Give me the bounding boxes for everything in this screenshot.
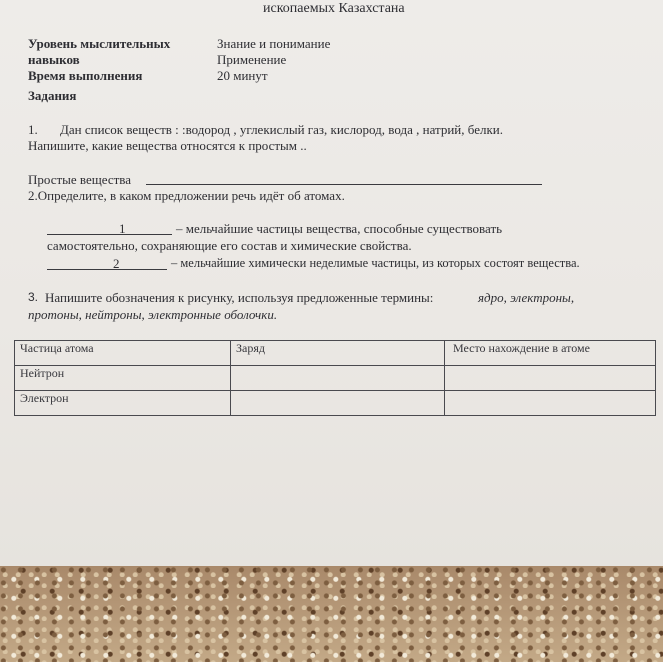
level-label-1: Уровень мыслительных bbox=[28, 36, 171, 51]
blank2-line[interactable] bbox=[47, 269, 167, 270]
blank2-number: 2 bbox=[113, 256, 120, 271]
task1-line2: Напишите, какие вещества относятся к простым .. bbox=[28, 138, 307, 153]
simple-substances-label: Простые вещества bbox=[28, 172, 132, 187]
table-cell-location[interactable] bbox=[445, 366, 656, 391]
particle-table bbox=[14, 340, 656, 416]
task1-number: 1. bbox=[28, 122, 38, 137]
task3-terms-2: протоны, нейтроны, электронные оболочки. bbox=[28, 307, 278, 322]
level-label-2: навыков bbox=[28, 52, 80, 67]
task2-line1b: самостоятельно, сохраняющие его состав и химические свойства. bbox=[47, 238, 412, 253]
tasks-label: Задания bbox=[28, 88, 77, 103]
table-cell-charge[interactable] bbox=[231, 366, 445, 391]
level-value-2: Применение bbox=[217, 52, 287, 67]
level-value-1: Знание и понимание bbox=[217, 36, 331, 51]
countertop-background bbox=[0, 566, 663, 662]
task3-text: Напишите обозначения к рисунку, используя предложенные термины: bbox=[45, 290, 434, 305]
time-value: 20 минут bbox=[217, 68, 268, 83]
task2-line2: – мельчайшие химически неделимые частицы, из которых состоят вещества. bbox=[171, 256, 580, 270]
table-cell-charge[interactable] bbox=[231, 391, 445, 416]
table-cell-particle: Нейтрон bbox=[15, 366, 231, 391]
table-header-charge: Заряд bbox=[231, 341, 445, 366]
table-header-location bbox=[445, 341, 656, 366]
table-row bbox=[15, 391, 656, 416]
task3-terms-1: ядро, электроны, bbox=[478, 290, 575, 305]
blank1-number: 1 bbox=[119, 221, 126, 236]
table-cell-particle: Электрон bbox=[15, 391, 231, 416]
task2-line1: – мельчайшие частицы вещества, способные существовать bbox=[176, 221, 503, 236]
task3-number: 3. bbox=[28, 290, 39, 304]
header-fragment: ископаемых Казахстана bbox=[263, 1, 405, 16]
table-header-particle: Частица атома bbox=[15, 341, 231, 366]
task2-title: 2.Определите, в каком предложении речь идёт об атомах. bbox=[28, 188, 345, 203]
blank1-line[interactable] bbox=[47, 234, 172, 235]
table-header-row bbox=[15, 341, 656, 366]
time-label: Время выполнения bbox=[28, 68, 143, 83]
table-row bbox=[15, 366, 656, 391]
table-cell-location[interactable] bbox=[445, 391, 656, 416]
table-header-location-text: Место нахождение в атоме bbox=[453, 341, 590, 355]
task1-line1: Дан список веществ : :водород , углекислый газ, кислород, вода , натрий, белки. bbox=[60, 122, 503, 137]
simple-substances-answer-line[interactable] bbox=[146, 184, 542, 185]
